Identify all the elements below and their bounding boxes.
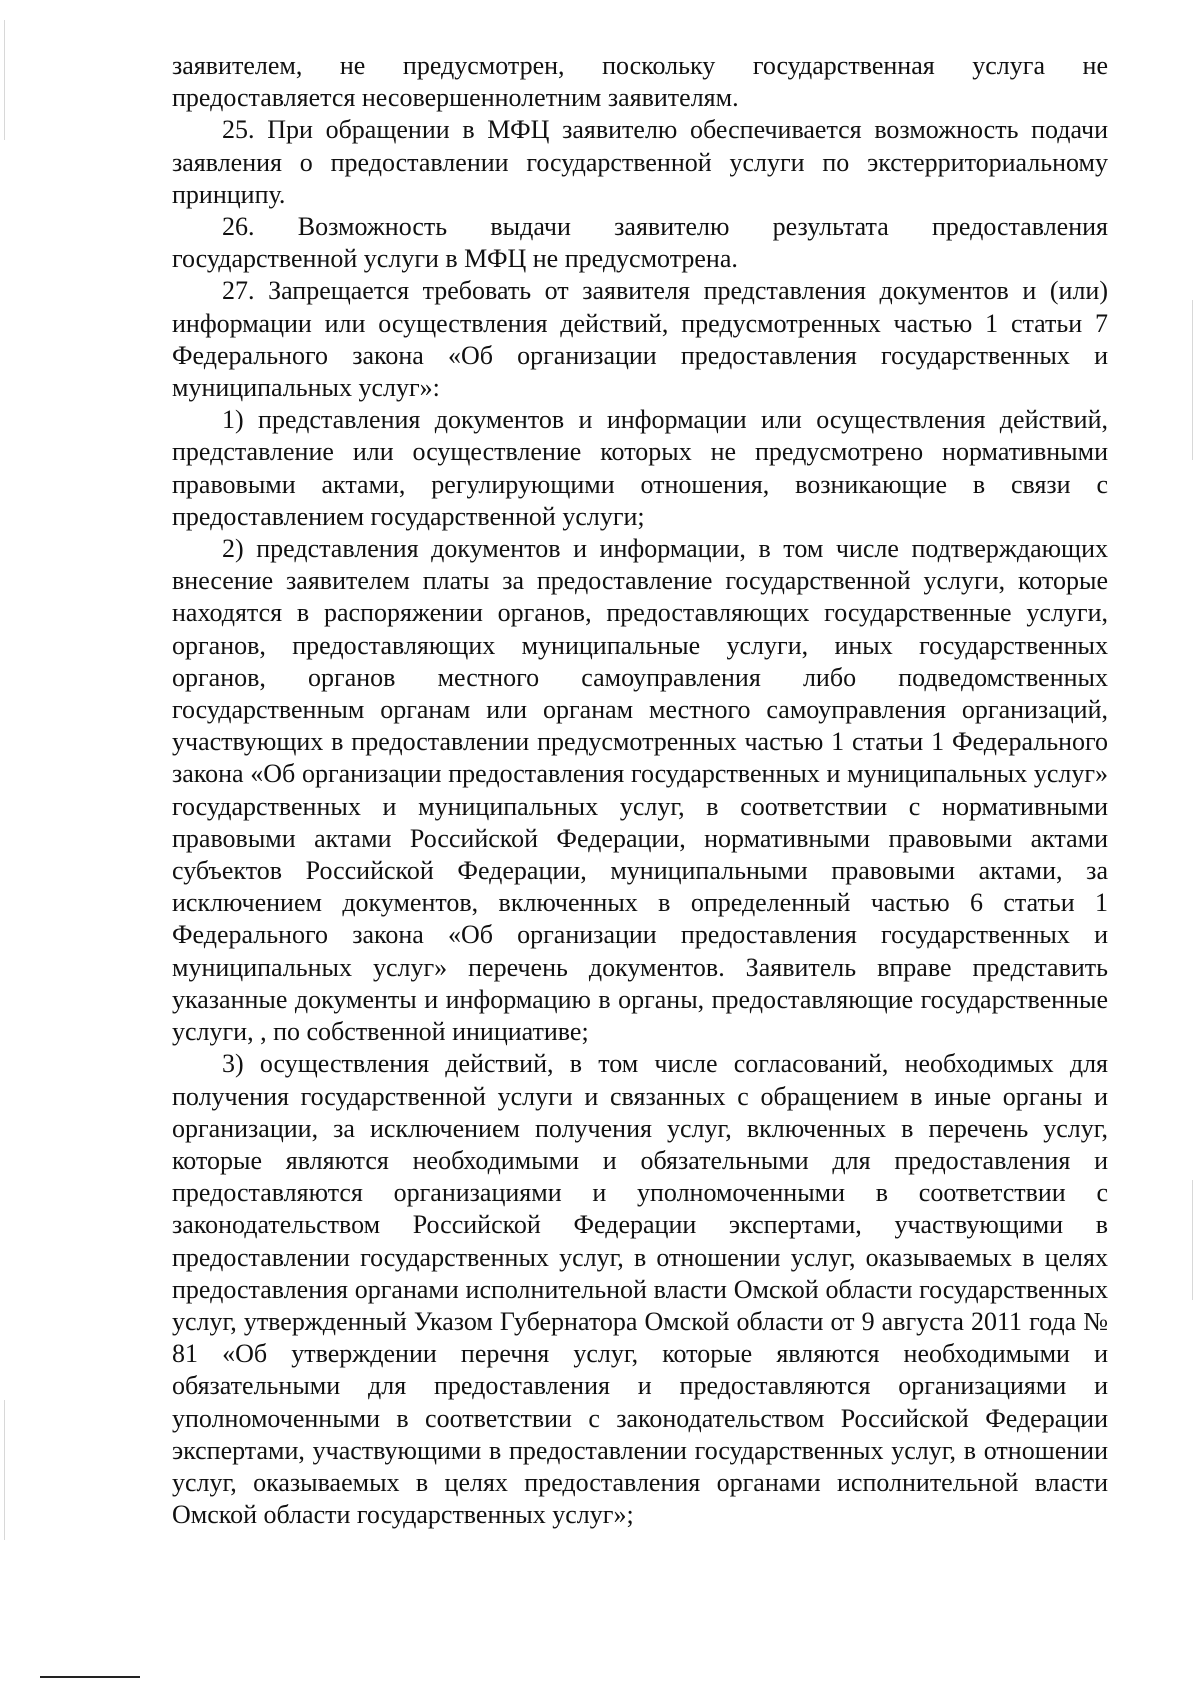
- list-item-2: 2) представления документов и информации, в том числе подтверждающих внесение заявителем платы за предоставление государственной услуги, которые находятся в распоряжении органов, предоставляющих государственные услуги, органов, предоставляющих муниципальные услуги, иных государственных органов, органов местного самоуправления либо подведомственных государственным органам или органам местного самоуправления организаций, участвующих в предоставлении предусмотренных частью 1 статьи 1 Федерального закона «Об организации предоставления государственных и муниципальных услуг» государственных и муниципальных услуг, в соответствии с нормативными правовыми актами Российской Федерации, нормативными правовыми актами субъектов Российской Федерации, муниципальными правовыми актами, за исключением документов, включенных в определенный частью 6 статьи 1 Федерального закона «Об организации предоставления государственных и муниципальных услуг» перечень документов. Заявитель вправе представить указанные документы и информацию в органы, предоставляющие государственные услуги, , по собственной инициативе;: [172, 534, 1108, 1047]
- list-item-1: 1) представления документов и информации или осуществления действий, представление или осуществление которых не предусмотрено нормативными правовыми актами, регулирующими отношения, возникающие в связи с предоставлением государственной услуги;: [172, 405, 1108, 531]
- paragraph-27: 27. Запрещается требовать от заявителя представления документов и (или) информации или осуществления действий, предусмотренных частью 1 статьи 7 Федерального закона «Об организации предоставления государственных и муниципальных услуг»:: [172, 276, 1108, 403]
- paragraph-26: 26. Возможность выдачи заявителю результата предоставления государственной услуги в МФЦ не предусмотрена.: [172, 212, 1108, 274]
- list-item-3: 3) осуществления действий, в том числе согласований, необходимых для получения государственной услуги и связанных с обращением в иные органы и организации, за исключением получения услуг, включенных в перечень услуг, которые являются необходимыми и обязательными для предоставления и предоставляются организациями и уполномоченными в соответствии с законодательством Российской Федерации экспертами, участвующими в предоставлении государственных услуг, в отношении услуг, оказываемых в целях предоставления органами исполнительной власти Омской области государственных услуг, утвержденный Указом Губернатора Омской области от 9 августа 2011 года № 81 «Об утверждении перечня услуг, которые являются необходимыми и обязательными для предоставления и предоставляются организациями и уполномоченными в соответствии с законодательством Российской Федерации экспертами, участвующими в предоставлении государственных услуг, в отношении услуг, оказываемых в целях предоставления органами исполнительной власти Омской области государственных услуг»;: [172, 1049, 1108, 1530]
- page-bottom-rule: [40, 1676, 140, 1678]
- scan-edge-right-lower: [1192, 1180, 1193, 1300]
- scan-edge-left-lower: [4, 1400, 5, 1540]
- paragraph-25: 25. При обращении в МФЦ заявителю обеспечивается возможность подачи заявления о предоставлении государственной услуги по экстерриториальному принципу.: [172, 115, 1108, 209]
- scan-edge-left: [4, 20, 5, 140]
- document-body: [172, 50, 1108, 1531]
- paragraph-continuation: заявителем, не предусмотрен, поскольку государственная услуга не предоставляется несовершеннолетним заявителям.: [172, 51, 1108, 113]
- scan-edge-right: [1192, 300, 1193, 460]
